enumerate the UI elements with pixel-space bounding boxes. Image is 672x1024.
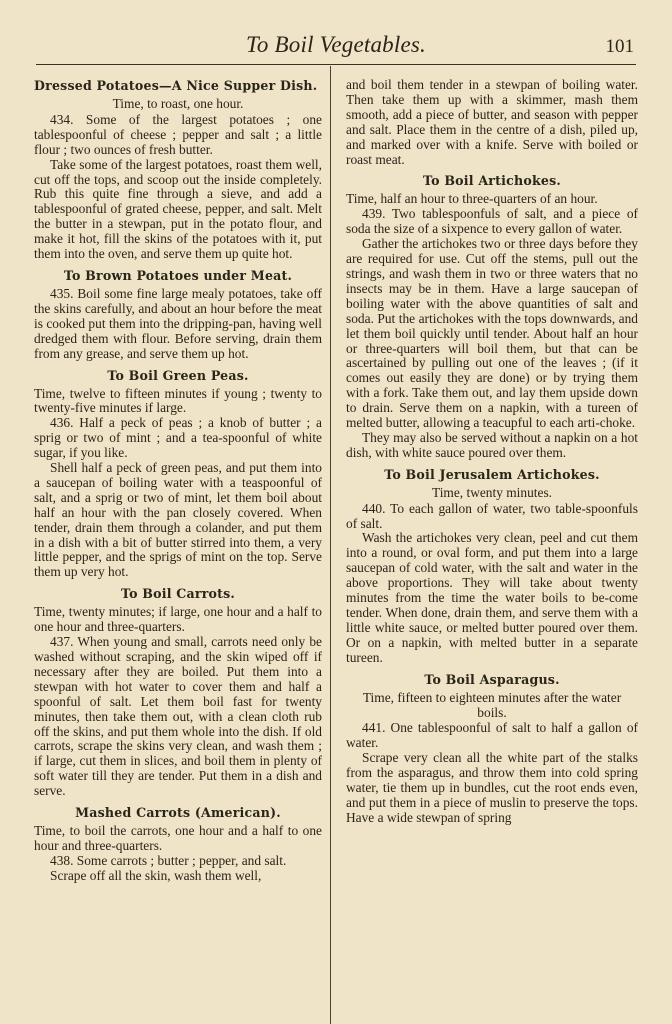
paragraph: Gather the artichokes two or three days before they are required for use. Cut off the stems, pull out the strings, and wash them in two or three waters that no insects may be in them. Have a large saucepan of boiling water with the above quantities of salt and soda. Put the artichokes with the tops downwards, and let them boil quickly until tender. About half an hour or three-quarters will boil them, but that can be ascertained by pulling out one of the leaves ; (if it comes out easily they are done) or by trying them with a fork. Take them out, and lay them upside down to drain. Serve them on a napkin, with a tureen of melted butter, allowing a teacupful to each arti-choke. xyxy=(346,236,638,431)
running-title: To Boil Vegetables. xyxy=(246,32,426,57)
cooking-time: Time, to roast, one hour. xyxy=(112,96,244,111)
paragraph: Scrape very clean all the white part of the stalks from the asparagus, and throw them into cold spring water, tie them up in bundles, cut the root ends even, and put them in a piece of muslin to preserve the tops. Have a wide stewpan of spring xyxy=(346,750,638,825)
recipe-heading: To Boil Artichokes. xyxy=(423,173,561,189)
paragraph: 439. Two tablespoonfuls of salt, and a piece of soda the size of a sixpence to every gallon of water. xyxy=(346,206,638,237)
paragraph: Time, twenty minutes; if large, one hour and a half to one hour and three-quarters. xyxy=(34,604,322,635)
recipe-heading: To Boil Asparagus. xyxy=(424,671,560,687)
right-column xyxy=(346,78,638,1024)
paragraph: 437. When young and small, carrots need only be washed without scraping, and the skin wiped off if necessary after they are boiled. Put them into a stewpan with hot water to cover them and half a spoonful of salt. Let them boil fast for twenty minutes, then take them out, with a clean cloth rub off the skins, and put them whole into the dish. If old carrots, scrape the skins very clean, and wash them ; if large, cut them in slices, and boil them in plenty of soft water till they are tender. Put them in a dish and serve. xyxy=(34,634,322,799)
recipe-heading: Dressed Potatoes—A Nice Supper Dish. xyxy=(34,78,318,93)
paragraph: Scrape off all the skin, wash them well, xyxy=(50,867,262,883)
recipe-heading: Mashed Carrots (American). xyxy=(75,805,281,821)
cooking-time: Time, twenty minutes. xyxy=(431,484,553,500)
paragraph: Shell half a peck of green peas, and put them into a saucepan of boiling water with a teaspoonful of salt, and a sprig or two of mint, let them boil about half an hour with the pan closely covered. When tender, drain them through a colander, and put them in a dish with a bit of butter stirred into them, a very little pepper, and the sprigs of mint on the top. Serve them up very hot. xyxy=(34,460,322,580)
paragraph: 438. Some carrots ; butter ; pepper, and salt. xyxy=(50,852,287,868)
recipe-heading: To Boil Jerusalem Artichokes. xyxy=(384,466,600,482)
cooking-time: Time, fifteen to eighteen minutes after the water boils. xyxy=(362,689,622,720)
paragraph: 440. To each gallon of water, two table-spoonfuls of salt. xyxy=(346,500,638,531)
paragraph: 441. One tablespoonful of salt to half a gallon of water. xyxy=(346,720,638,751)
column-divider xyxy=(330,66,331,1024)
recipe-heading: To Boil Carrots. xyxy=(120,586,236,602)
header-rule xyxy=(36,64,636,65)
paragraph: They may also be served without a napkin on a hot dish, with white sauce poured over them. xyxy=(346,429,638,460)
recipe-heading: To Boil Green Peas. xyxy=(107,367,249,383)
paragraph: Wash the artichokes very clean, peel and cut them into a round, or oval form, and put them into a large saucepan of cold water, with the salt and water in the above proportions. They will take about twenty minutes from the time the water boils to be-come tender. When done, drain them, and serve them with a little white sauce, or melted butter poured over them. Or on a napkin, with melted butter in a separate tureen. xyxy=(346,530,638,665)
paragraph: Time, to boil the carrots, one hour and a half to one hour and three-quarters. xyxy=(34,823,322,853)
paragraph: Time, twelve to fifteen minutes if young ; twenty to twenty-five minutes if large. xyxy=(34,385,322,416)
page-number: 101 xyxy=(605,36,634,57)
paragraph: and boil them tender in a stewpan of boiling water. Then take them up with a skimmer, mash them smooth, add a piece of butter, and season with pepper and salt. Place them in the centre of a dish, piled up, and marked over with a knife. Serve with boiled or roast meat. xyxy=(346,78,638,167)
paragraph: 434. Some of the largest potatoes ; one tablespoonful of cheese ; pepper and salt ; a little flour ; two ounces of fresh butter. xyxy=(34,111,322,157)
paragraph: Take some of the largest potatoes, roast them well, cut off the tops, and scoop out the inside completely. Rub this quite fine through a sieve, and add a tablespoonful of grated cheese, pepper, and salt. Melt the butter in a stewpan, put in the potato flour, and make it hot, fill the skins of the potatoes with it, put them into the oven, and serve them up quite hot. xyxy=(34,156,322,262)
left-column xyxy=(34,78,322,1024)
paragraph: Time, half an hour to three-quarters of an hour. xyxy=(346,191,598,207)
recipe-heading: To Brown Potatoes under Meat. xyxy=(63,267,293,283)
paragraph: 436. Half a peck of peas ; a knob of butter ; a sprig or two of mint ; and a tea-spoonful of white sugar, if you like. xyxy=(34,415,322,461)
page-header xyxy=(0,32,672,62)
paragraph: 435. Boil some fine large mealy potatoes, take off the skins carefully, and about an hour before the meat is cooked put them into the dripping-pan, having well dredged them with flour. Before serving, drain them from any grease, and serve them up hot. xyxy=(34,285,322,361)
